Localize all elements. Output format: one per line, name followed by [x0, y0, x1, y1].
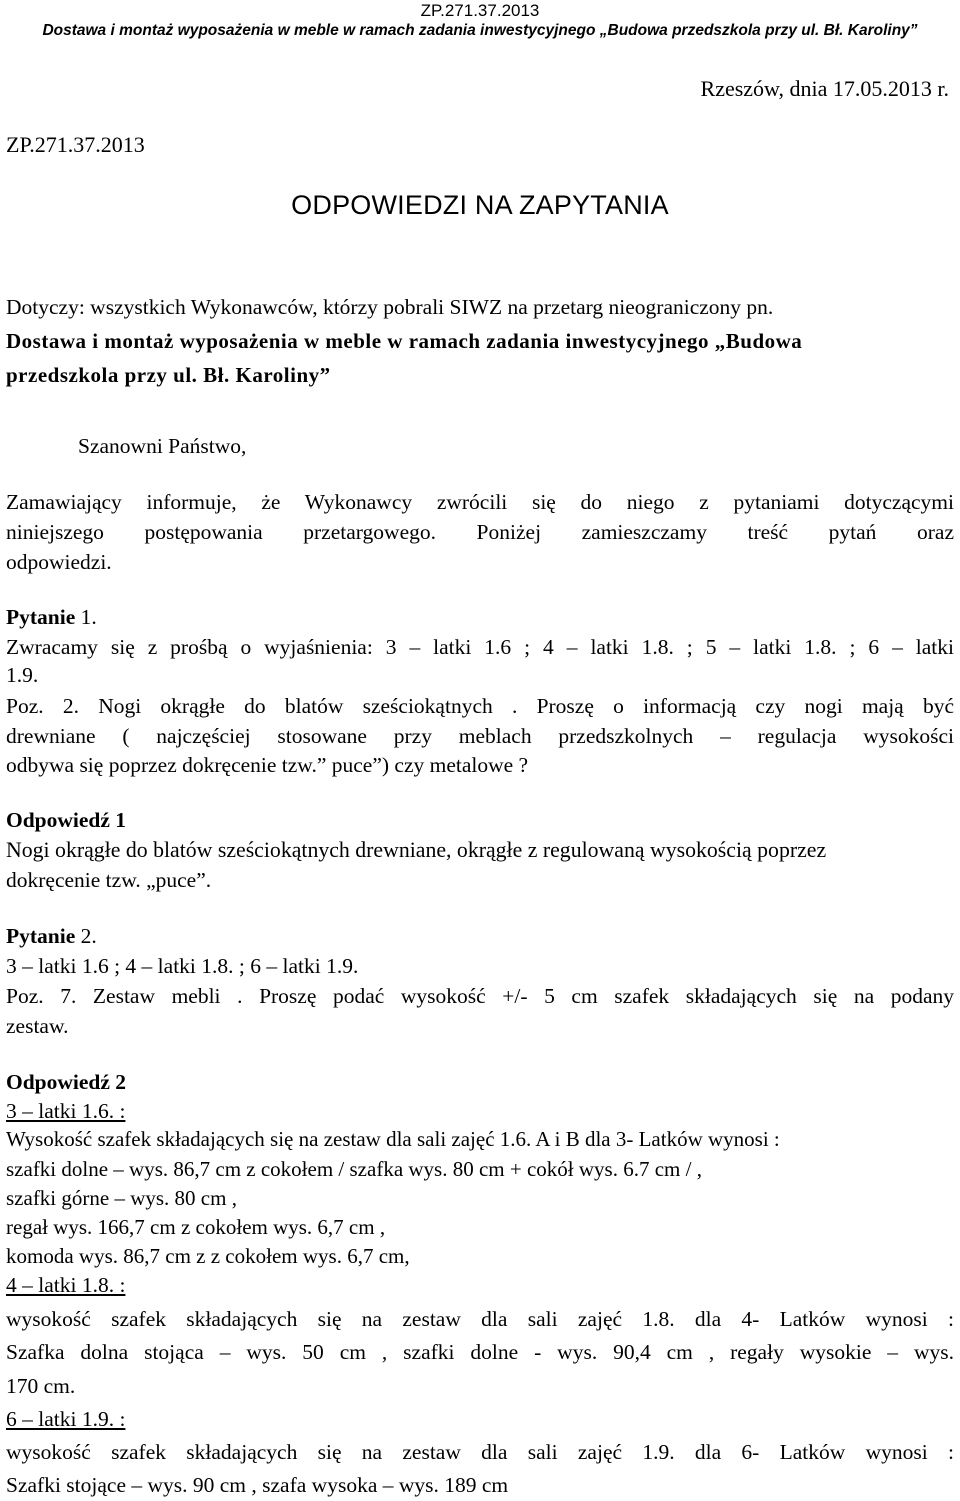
reference-number: ZP.271.37.2013 [6, 132, 145, 157]
question-2-heading [6, 922, 97, 950]
answer-2-line [6, 1338, 954, 1366]
running-header-code: ZP.271.37.2013 [420, 1, 540, 20]
question-label: Pytanie [6, 924, 76, 948]
question-text: drewniane ( najczęściej stosowane przy meblach przedszkolnych – regulacja wysokości [6, 724, 954, 748]
question-1-line [6, 692, 954, 720]
question-1-line: odbywa się poprzez dokręcenie tzw.” puce”) czy metalowe ? [6, 753, 529, 777]
intro-concerns: Dotyczy: wszystkich Wykonawców, którzy pobrali SIWZ na przetarg nieograniczony pn. [6, 295, 774, 319]
answer-2-line [6, 1438, 954, 1466]
answer-2-heading: Odpowiedź 2 [6, 1070, 127, 1094]
paragraph-text: niniejszego postępowania przetargowego. Poniżej zamieszczamy treść pytań oraz [6, 520, 954, 544]
paragraph-line: odpowiedzi. [6, 550, 112, 574]
question-number: 1. [80, 605, 97, 629]
answer-2-line: regał wys. 166,7 cm z cokołem wys. 6,7 cm , [6, 1215, 386, 1239]
answer-1-line: Nogi okrągłe do blatów sześciokątnych drewniane, okrągłe z regulowaną wysokością poprzez [6, 838, 827, 862]
paragraph-text: Zamawiający informuje, że Wykonawcy zwrócili się do niego z pytaniami dotyczącymi [6, 490, 954, 514]
document-title: ODPOWIEDZI NA ZAPYTANIA [291, 190, 669, 220]
question-label: Pytanie [6, 605, 76, 629]
greeting: Szanowni Państwo, [78, 434, 247, 458]
question-1-heading [6, 603, 97, 631]
document-date: Rzeszów, dnia 17.05.2013 r. [700, 76, 949, 101]
question-2-line: zestaw. [6, 1014, 69, 1038]
question-text: Poz. 7. Zestaw mebli . Proszę podać wysokość +/- 5 cm szafek składających się na podany [6, 984, 954, 1008]
question-1-line: 1.9. [6, 663, 39, 687]
question-2-line: 3 – latki 1.6 ; 4 – latki 1.8. ; 6 – latki 1.9. [6, 954, 359, 978]
answer-2-line: komoda wys. 86,7 cm z z cokołem wys. 6,7 cm, [6, 1244, 410, 1268]
answer-1-line: dokręcenie tzw. „puce”. [6, 868, 212, 892]
answer-2-line: szafki górne – wys. 80 cm , [6, 1186, 237, 1210]
answer-2-line: Szafki stojące – wys. 90 cm , szafa wysoka – wys. 189 cm [6, 1473, 509, 1497]
question-text: Zwracamy się z prośbą o wyjaśnienia: 3 – latki 1.6 ; 4 – latki 1.8. ; 5 – latki 1.8. ; 6 – latki [6, 635, 954, 659]
answer-2-line [6, 1305, 954, 1333]
question-1-line [6, 722, 954, 750]
answer-2-line: 170 cm. [6, 1374, 76, 1398]
answer-2-group-heading: 6 – latki 1.9. : [6, 1407, 126, 1431]
paragraph-line [6, 488, 954, 516]
answer-2-line: Wysokość szafek składających się na zestaw dla sali zajęć 1.6. A i B dla 3- Latków wynosi : [6, 1127, 780, 1151]
question-2-line [6, 982, 954, 1010]
answer-text: Szafka dolna stojąca – wys. 50 cm , szafki dolne - wys. 90,4 cm , regały wysokie – wys. [6, 1340, 954, 1364]
answer-2-line: szafki dolne – wys. 86,7 cm z cokołem / szafka wys. 80 cm + cokół wys. 6.7 cm / , [6, 1157, 702, 1181]
question-text: Poz. 2. Nogi okrągłe do blatów sześciokątnych . Proszę o informacją czy nogi mają być [6, 694, 954, 718]
answer-2-group-heading: 3 – latki 1.6. : [6, 1099, 126, 1123]
question-number: 2. [80, 924, 97, 948]
running-header-subject: Dostawa i montaż wyposażenia w meble w ramach zadania inwestycyjnego „Budowa przedszkola przy ul. Bł. Karoliny” [42, 22, 918, 39]
question-1-line [6, 633, 954, 661]
intro-subject-line2: przedszkola przy ul. Bł. Karoliny” [6, 363, 331, 387]
intro-subject-line1: Dostawa i montaż wyposażenia w meble w ramach zadania inwestycyjnego „Budowa [6, 329, 803, 353]
paragraph-line [6, 518, 954, 546]
answer-text: wysokość szafek składających się na zestaw dla sali zajęć 1.8. dla 4- Latków wynosi : [6, 1307, 954, 1331]
answer-text: wysokość szafek składających się na zestaw dla sali zajęć 1.9. dla 6- Latków wynosi : [6, 1440, 954, 1464]
answer-1-heading: Odpowiedź 1 [6, 808, 127, 832]
answer-2-group-heading: 4 – latki 1.8. : [6, 1273, 126, 1297]
